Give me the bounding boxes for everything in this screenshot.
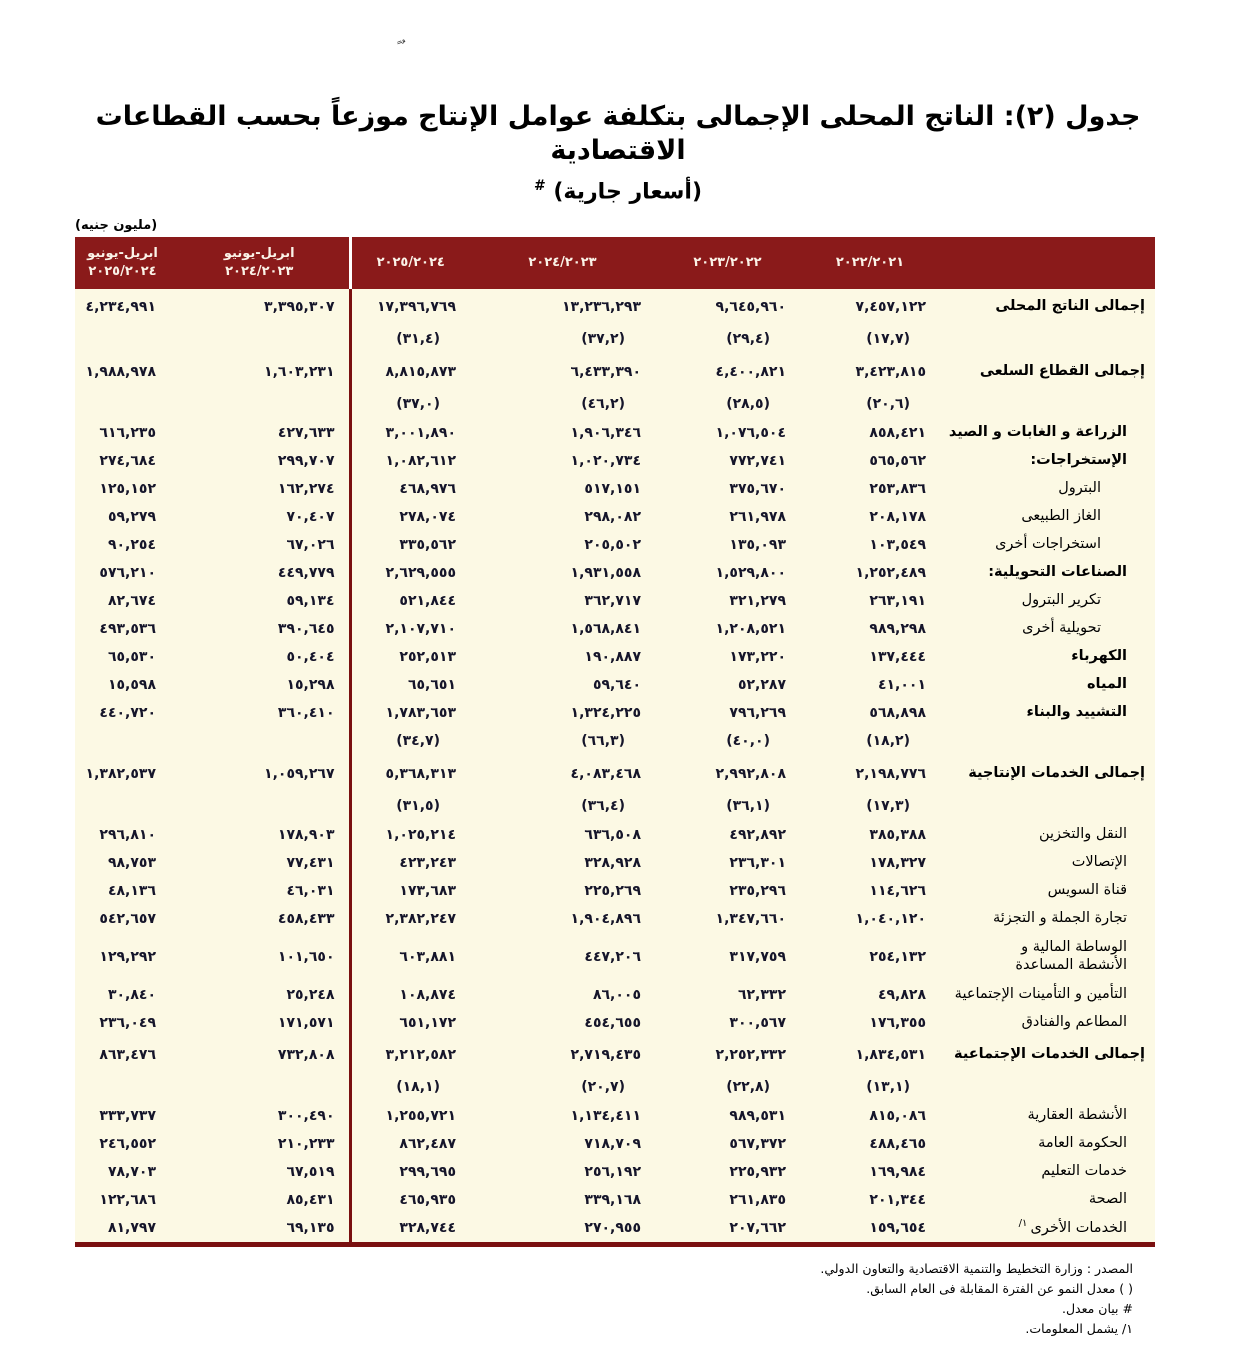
empty-cell <box>75 390 170 419</box>
value-cell: ٤٤٧,٢٠٦ <box>584 948 641 965</box>
sector-row <box>75 671 1155 699</box>
sector-row <box>75 699 1155 727</box>
row-label: الكهرباء <box>1071 648 1127 665</box>
col-header-aj2425: ابريل-يونيو ٢٠٢٥/٢٠٢٤ <box>75 237 170 289</box>
empty-cell <box>75 325 170 354</box>
stray-diacritic-marks: ﹲﹰ <box>396 39 408 57</box>
row-label: التأمين و التأمينات الإجتماعية <box>954 986 1127 1003</box>
value-cell: ٢٣٦,٣٠١ <box>729 854 786 871</box>
row-label: المياه <box>1086 676 1127 693</box>
value-cell: ٣١٧,٧٥٩ <box>729 948 786 965</box>
value-cell: ٧٠,٤٠٧ <box>170 503 350 531</box>
sector-row <box>75 756 1155 792</box>
sector-row <box>75 475 1155 503</box>
growth-value-cell: (٣١,٤) <box>396 331 440 348</box>
value-cell: ١٣,٢٣٦,٢٩٣ <box>562 298 641 315</box>
value-cell: ٤٥٨,٤٣٣ <box>170 905 350 933</box>
sector-row <box>75 877 1155 905</box>
row-label: إجمالى الخدمات الإنتاجية <box>968 765 1145 782</box>
empty-cell <box>75 1073 170 1102</box>
value-cell: ٤٦,٠٣١ <box>170 877 350 905</box>
value-cell: ٢,٧١٩,٤٣٥ <box>570 1046 641 1063</box>
value-cell: ١١٤,٦٢٦ <box>869 882 926 899</box>
value-cell: ٢٥٤,١٣٢ <box>869 948 926 965</box>
value-cell: ٧١٨,٧٠٩ <box>584 1135 641 1152</box>
row-label: الغاز الطبيعى <box>1021 508 1101 525</box>
value-cell: ١,٠٥٩,٢٦٧ <box>170 756 350 792</box>
value-cell: ٨١٥,٠٨٦ <box>869 1107 926 1124</box>
sector-row <box>75 981 1155 1009</box>
value-cell: ٢٦١,٨٣٥ <box>729 1191 786 1208</box>
value-cell: ٥٩,١٣٤ <box>170 587 350 615</box>
value-cell: ١,٢٥٢,٤٨٩ <box>855 564 926 581</box>
value-cell: ٢٦٣,١٩١ <box>869 592 926 609</box>
value-cell: ٢٣٦,٠٤٩ <box>99 1014 156 1031</box>
value-cell: ١,٢٠٨,٥٢١ <box>715 620 786 637</box>
value-cell: ٥٤٢,٦٥٧ <box>99 910 156 927</box>
value-cell: ٢٧٤,٦٨٤ <box>99 452 156 469</box>
value-cell: ٢٠٧,٦٦٢ <box>729 1219 786 1236</box>
value-cell: ١,٠٧٦,٥٠٤ <box>715 424 786 441</box>
col-header-y2122: ٢٠٢٢/٢٠٢١ <box>800 237 940 289</box>
value-cell: ٤٤٩,٧٧٩ <box>170 559 350 587</box>
value-cell: ١٥,٢٩٨ <box>170 671 350 699</box>
sector-row <box>75 1009 1155 1037</box>
row-label: الوساطة المالية و الأنشطة المساعدة <box>1015 939 1127 973</box>
value-cell: ٥,٣٦٨,٣١٣ <box>385 765 456 782</box>
value-cell: ١٦٩,٩٨٤ <box>869 1163 926 1180</box>
col-header-aj2324: ابريل-يونيو ٢٠٢٤/٢٠٢٣ <box>170 237 350 289</box>
value-cell: ٨٢,٦٧٤ <box>107 592 156 609</box>
value-cell: ٣,٣٩٥,٣٠٧ <box>170 289 350 325</box>
row-label: قناة السويس <box>1047 882 1127 899</box>
row-label: الحكومة العامة <box>1038 1135 1127 1152</box>
value-cell: ٣٣٥,٥٦٢ <box>399 536 456 553</box>
sector-row <box>75 1037 1155 1073</box>
value-cell: ٧٨,٧٠٣ <box>107 1163 156 1180</box>
sector-row <box>75 1130 1155 1158</box>
value-cell: ١٧,٣٩٦,٧٦٩ <box>377 298 456 315</box>
value-cell: ٣٦٢,٧١٧ <box>584 592 641 609</box>
value-cell: ١,٠٤٠,١٢٠ <box>855 910 926 927</box>
value-cell: ١٢٥,١٥٢ <box>99 480 156 497</box>
sector-row <box>75 615 1155 643</box>
value-cell: ٥٩,٦٤٠ <box>592 676 641 693</box>
empty-cell <box>75 792 170 821</box>
table-header <box>75 237 1155 289</box>
sector-row <box>75 933 1155 981</box>
value-cell: ٥٧٦,٢١٠ <box>99 564 156 581</box>
value-cell: ٤٢٣,٢٤٣ <box>399 854 456 871</box>
growth-value-cell: (٤٠,٠) <box>726 733 770 750</box>
footnotes <box>75 1247 1155 1339</box>
sector-row <box>75 643 1155 671</box>
value-cell: ٤٦٥,٩٣٥ <box>399 1191 456 1208</box>
value-cell: ١,٠٢٥,٢١٤ <box>385 826 456 843</box>
footnote-line: ( ) معدل النمو عن الفترة المقابلة فى العام السابق. <box>866 1280 1133 1296</box>
value-cell: ٢٢٥,٩٣٢ <box>729 1163 786 1180</box>
value-cell: ٦١٦,٢٣٥ <box>99 424 156 441</box>
row-label: إجمالى الناتج المحلى <box>995 298 1145 315</box>
value-cell: ٥٢,٢٨٧ <box>737 676 786 693</box>
value-cell: ٦٩,١٣٥ <box>170 1214 350 1245</box>
value-cell: ١,٩٨٨,٩٧٨ <box>85 363 156 380</box>
value-cell: ٣٠٠,٥٦٧ <box>729 1014 786 1031</box>
sector-row <box>75 587 1155 615</box>
value-cell: ٩٨,٧٥٣ <box>107 854 156 871</box>
sector-row <box>75 1186 1155 1214</box>
value-cell: ١,٥٦٨,٨٤١ <box>570 620 641 637</box>
value-cell: ٤٨,١٣٦ <box>107 882 156 899</box>
value-cell: ٤٦٨,٩٧٦ <box>399 480 456 497</box>
value-cell: ٤٢٧,٦٣٣ <box>170 419 350 447</box>
growth-rate-row <box>75 727 1155 756</box>
value-cell: ٢,٣٨٢,٢٤٧ <box>385 910 456 927</box>
growth-value-cell: (٢٨,٥) <box>726 396 770 413</box>
value-cell: ٢,٢٥٢,٣٣٢ <box>715 1046 786 1063</box>
value-cell: ١,٣٢٤,٢٢٥ <box>570 704 641 721</box>
table-container <box>75 237 1155 1247</box>
value-cell: ٢٥,٢٤٨ <box>170 981 350 1009</box>
value-cell: ٨٦٣,٤٧٦ <box>99 1046 156 1063</box>
growth-value-cell: (١٨,١) <box>396 1079 440 1096</box>
value-cell: ٢٤٦,٥٥٢ <box>99 1135 156 1152</box>
row-label: المطاعم والفنادق <box>1021 1014 1127 1031</box>
row-label: التشييد والبناء <box>1026 704 1127 721</box>
empty-cell <box>170 1073 350 1102</box>
value-cell: ٤٤٠,٧٢٠ <box>99 704 156 721</box>
value-cell: ١,٩٠٦,٣٤٦ <box>570 424 641 441</box>
empty-label-cell <box>940 727 1155 756</box>
value-cell: ١٧١,٥٧١ <box>170 1009 350 1037</box>
value-cell: ١,٠٨٢,٦١٢ <box>385 452 456 469</box>
value-cell: ١٣٥,٠٩٣ <box>729 536 786 553</box>
table-body <box>75 289 1155 1245</box>
row-label: تكرير البترول <box>1021 592 1101 609</box>
value-cell: ٦٧,٥١٩ <box>170 1158 350 1186</box>
value-cell: ١,١٣٤,٤١١ <box>570 1107 641 1124</box>
sector-row <box>75 289 1155 325</box>
value-cell: ٣٢١,٢٧٩ <box>729 592 786 609</box>
value-cell: ٦٧,٠٢٦ <box>170 531 350 559</box>
value-cell: ٥٩,٢٧٩ <box>107 508 156 525</box>
growth-value-cell: (٣٧,٠) <box>396 396 440 413</box>
row-label: الخدمات الأخرى $^{١/}$ <box>1018 1218 1127 1237</box>
value-cell: ٨٥,٤٣١ <box>170 1186 350 1214</box>
value-cell: ١٥,٥٩٨ <box>107 676 156 693</box>
value-cell: ١٧٣,٢٢٠ <box>729 648 786 665</box>
row-label: إجمالى القطاع السلعى <box>979 363 1145 380</box>
row-label: الزراعة و الغابات و الصيد <box>948 424 1127 441</box>
value-cell: ٢,٦٢٩,٥٥٥ <box>385 564 456 581</box>
growth-rate-row <box>75 1073 1155 1102</box>
value-cell: ٣٣٣,٧٣٧ <box>99 1107 156 1124</box>
value-cell: ٨٦,٠٠٥ <box>592 986 641 1003</box>
sector-row <box>75 821 1155 849</box>
value-cell: ٣,٤٢٣,٨١٥ <box>855 363 926 380</box>
row-label: الإتصالات <box>1071 854 1127 871</box>
growth-value-cell: (٣١,٥) <box>396 798 440 815</box>
header-row <box>75 237 1155 289</box>
value-cell: ٥١٧,١٥١ <box>584 480 641 497</box>
value-cell: ٢٥٢,٥١٣ <box>399 648 456 665</box>
value-cell: ١٧٨,٣٢٧ <box>869 854 926 871</box>
gdp-by-sector-table <box>75 237 1155 1247</box>
growth-value-cell: (٦٦,٣) <box>581 733 625 750</box>
value-cell: ٦٥١,١٧٢ <box>399 1014 456 1031</box>
value-cell: ٢٠١,٣٤٤ <box>869 1191 926 1208</box>
growth-value-cell: (٢٠,٧) <box>581 1079 625 1096</box>
empty-cell <box>170 727 350 756</box>
value-cell: ١,٧٨٣,٦٥٣ <box>385 704 456 721</box>
value-cell: ٢٥٣,٨٣٦ <box>869 480 926 497</box>
value-cell: ٦٥,٥٣٠ <box>107 648 156 665</box>
value-cell: ٤٨٨,٤٦٥ <box>869 1135 926 1152</box>
value-cell: ٢,١٩٨,٧٧٦ <box>855 765 926 782</box>
value-cell: ١,٥٢٩,٨٠٠ <box>715 564 786 581</box>
growth-value-cell: (١٨,٢) <box>866 733 910 750</box>
footnote-marker: ١/ <box>1018 1218 1031 1230</box>
sector-row <box>75 849 1155 877</box>
value-cell: ٣٣٩,١٦٨ <box>584 1191 641 1208</box>
value-cell: ٢٩٦,٨١٠ <box>99 826 156 843</box>
value-cell: ١٢٢,٦٨٦ <box>99 1191 156 1208</box>
page-subtitle <box>0 178 1236 204</box>
value-cell: ١,٩٣١,٥٥٨ <box>570 564 641 581</box>
value-cell: ٢٦١,٩٧٨ <box>729 508 786 525</box>
value-cell: ٩٨٩,٢٩٨ <box>869 620 926 637</box>
col-header-y2324: ٢٠٢٤/٢٠٢٣ <box>470 237 655 289</box>
value-cell: ٢٧٠,٩٥٥ <box>584 1219 641 1236</box>
growth-value-cell: (٣٦,١) <box>726 798 770 815</box>
unit-label: (مليون جنيه) <box>75 217 158 233</box>
value-cell: ٦٢,٣٣٢ <box>737 986 786 1003</box>
subtitle-text: (أسعار جارية) <box>553 178 703 204</box>
value-cell: ١٧٦,٣٥٥ <box>869 1014 926 1031</box>
value-cell: ٢٢٥,٢٦٩ <box>584 882 641 899</box>
value-cell: ١٠١,٦٥٠ <box>170 933 350 981</box>
value-cell: ٧٣٢,٨٠٨ <box>170 1037 350 1073</box>
value-cell: ١,٨٣٤,٥٣١ <box>855 1046 926 1063</box>
subtitle-note-marker: # <box>533 177 546 194</box>
value-cell: ٢٧٨,٠٧٤ <box>399 508 456 525</box>
value-cell: ٤٩,٨٢٨ <box>877 986 926 1003</box>
value-cell: ٣,٢١٢,٥٨٢ <box>385 1046 456 1063</box>
growth-value-cell: (١٧,٧) <box>866 331 910 348</box>
row-label: تجارة الجملة و التجزئة <box>993 910 1127 927</box>
value-cell: ١,٢٥٥,٧٢١ <box>385 1107 456 1124</box>
growth-value-cell: (٢٢,٨) <box>726 1079 770 1096</box>
growth-value-cell: (٣٧,٢) <box>581 331 625 348</box>
growth-value-cell: (٤٦,٢) <box>581 396 625 413</box>
value-cell: ٤,٤٠٠,٨٢١ <box>715 363 786 380</box>
sector-row <box>75 559 1155 587</box>
value-cell: ٣٠,٨٤٠ <box>107 986 156 1003</box>
footnote-source: المصدر : وزارة التخطيط والتنمية الاقتصادية والتعاون الدولي. <box>820 1260 1133 1276</box>
value-cell: ١٠٣,٥٤٩ <box>869 536 926 553</box>
row-label: البترول <box>1058 480 1101 497</box>
value-cell: ٢٥٦,١٩٢ <box>584 1163 641 1180</box>
value-cell: ٧,٤٥٧,١٢٢ <box>855 298 926 315</box>
growth-value-cell: (٢٩,٤) <box>726 331 770 348</box>
value-cell: ٥٠,٤٠٤ <box>170 643 350 671</box>
col-header-y2223: ٢٠٢٣/٢٠٢٢ <box>655 237 800 289</box>
empty-cell <box>170 390 350 419</box>
value-cell: ٦,٤٣٣,٣٩٠ <box>570 363 641 380</box>
value-cell: ١,٣٤٧,٦٦٠ <box>715 910 786 927</box>
empty-label-cell <box>940 1073 1155 1102</box>
value-cell: ٢,١٠٧,٧١٠ <box>385 620 456 637</box>
value-cell: ٨٦٢,٤٨٧ <box>399 1135 456 1152</box>
value-cell: ١,٦٠٣,٢٣١ <box>170 354 350 390</box>
growth-value-cell: (١٣,١) <box>866 1079 910 1096</box>
growth-rate-row <box>75 390 1155 419</box>
value-cell: ٣٩٠,٦٤٥ <box>170 615 350 643</box>
row-label: الأنشطة العقارية <box>1027 1107 1127 1124</box>
value-cell: ٢٩٨,٠٨٢ <box>584 508 641 525</box>
growth-value-cell: (٢٠,٦) <box>866 396 910 413</box>
col-header-sector-labels <box>940 237 1155 289</box>
value-cell: ٢٣٥,٢٩٦ <box>729 882 786 899</box>
value-cell: ٩٨٩,٥٣١ <box>729 1107 786 1124</box>
empty-cell <box>75 727 170 756</box>
row-label: النقل والتخزين <box>1038 826 1127 843</box>
value-cell: ٤٥٤,٦٥٥ <box>584 1014 641 1031</box>
growth-value-cell: (٣٤,٧) <box>396 733 440 750</box>
value-cell: ٤١,٠٠١ <box>877 676 926 693</box>
value-cell: ١٦٢,٢٧٤ <box>170 475 350 503</box>
value-cell: ٤,٠٨٣,٤٦٨ <box>570 765 641 782</box>
value-cell: ٤٩٢,٨٩٢ <box>729 826 786 843</box>
sector-row <box>75 1214 1155 1245</box>
value-cell: ١,٩٠٤,٨٩٦ <box>570 910 641 927</box>
value-cell: ٨٥٨,٤٢١ <box>869 424 926 441</box>
value-cell: ٣,٠٠١,٨٩٠ <box>385 424 456 441</box>
footnote-line: # بيان معدل. <box>1061 1300 1133 1316</box>
row-label: الصحة <box>1088 1191 1127 1208</box>
row-label: تحويلية أخرى <box>1022 620 1101 637</box>
value-cell: ٤,٢٣٤,٩٩١ <box>85 298 156 315</box>
value-cell: ٥٦٧,٣٧٢ <box>729 1135 786 1152</box>
footnote-line: ١/ يشمل المعلومات. <box>1025 1320 1133 1336</box>
value-cell: ٦٣٦,٥٠٨ <box>584 826 641 843</box>
sector-row <box>75 354 1155 390</box>
sector-row <box>75 1158 1155 1186</box>
sector-row <box>75 1102 1155 1130</box>
row-label: الصناعات التحويلية: <box>988 564 1127 581</box>
sector-row <box>75 503 1155 531</box>
empty-cell <box>170 792 350 821</box>
value-cell: ٢٩٩,٦٩٥ <box>399 1163 456 1180</box>
value-cell: ٧٧٢,٧٤١ <box>729 452 786 469</box>
value-cell: ١٧٨,٩٠٣ <box>170 821 350 849</box>
empty-label-cell <box>940 325 1155 354</box>
sector-row <box>75 447 1155 475</box>
value-cell: ٧٧,٤٣١ <box>170 849 350 877</box>
growth-value-cell: (١٧,٣) <box>866 798 910 815</box>
col-header-y2425: ٢٠٢٥/٢٠٢٤ <box>350 237 470 289</box>
value-cell: ٣٠٠,٤٩٠ <box>170 1102 350 1130</box>
value-cell: ٢,٩٩٢,٨٠٨ <box>715 765 786 782</box>
sector-row <box>75 419 1155 447</box>
row-label: خدمات التعليم <box>1041 1163 1127 1180</box>
value-cell: ٢٠٨,١٧٨ <box>869 508 926 525</box>
value-cell: ٢٩٩,٧٠٧ <box>170 447 350 475</box>
value-cell: ٣٢٨,٩٢٨ <box>584 854 641 871</box>
value-cell: ١٢٩,٢٩٢ <box>99 948 156 965</box>
value-cell: ٣٨٥,٣٨٨ <box>869 826 926 843</box>
value-cell: ٢٠٥,٥٠٢ <box>584 536 641 553</box>
growth-value-cell: (٣٦,٤) <box>581 798 625 815</box>
sector-row <box>75 531 1155 559</box>
row-label: استخراجات أخرى <box>995 536 1101 553</box>
value-cell: ١٩٠,٨٨٧ <box>584 648 641 665</box>
value-cell: ٣٧٥,٦٧٠ <box>729 480 786 497</box>
value-cell: ٣٢٨,٧٤٤ <box>399 1219 456 1236</box>
value-cell: ٨١,٧٩٧ <box>107 1219 156 1236</box>
value-cell: ١٥٩,٦٥٤ <box>869 1219 926 1236</box>
value-cell: ٢١٠,٢٣٣ <box>170 1130 350 1158</box>
value-cell: ٩,٦٤٥,٩٦٠ <box>715 298 786 315</box>
value-cell: ٥٢١,٨٤٤ <box>399 592 456 609</box>
value-cell: ١٧٣,٦٨٣ <box>399 882 456 899</box>
empty-cell <box>170 325 350 354</box>
value-cell: ٦٠٣,٨٨١ <box>399 948 456 965</box>
value-cell: ١٣٧,٤٤٤ <box>869 648 926 665</box>
value-cell: ١٠٨,٨٧٤ <box>399 986 456 1003</box>
value-cell: ٥٦٨,٨٩٨ <box>869 704 926 721</box>
value-cell: ٨,٨١٥,٨٧٣ <box>385 363 456 380</box>
value-cell: ١,٣٨٢,٥٣٧ <box>85 765 156 782</box>
value-cell: ١,٠٢٠,٧٣٤ <box>570 452 641 469</box>
empty-label-cell <box>940 792 1155 821</box>
growth-rate-row <box>75 325 1155 354</box>
value-cell: ٦٥,٦٥١ <box>407 676 456 693</box>
row-label: الإستخراجات: <box>1030 452 1127 469</box>
empty-label-cell <box>940 390 1155 419</box>
value-cell: ٧٩٦,٢٦٩ <box>729 704 786 721</box>
value-cell: ٤٩٣,٥٣٦ <box>99 620 156 637</box>
sector-row <box>75 905 1155 933</box>
value-cell: ٩٠,٢٥٤ <box>107 536 156 553</box>
value-cell: ٥٦٥,٥٦٢ <box>869 452 926 469</box>
row-label: إجمالى الخدمات الإجتماعية <box>954 1046 1145 1063</box>
value-cell: ٣٦٠,٤١٠ <box>170 699 350 727</box>
growth-rate-row <box>75 792 1155 821</box>
page-title: جدول (٢): الناتج المحلى الإجمالى بتكلفة عوامل الإنتاج موزعاً بحسب القطاعات الاقتصادية <box>95 101 1141 166</box>
